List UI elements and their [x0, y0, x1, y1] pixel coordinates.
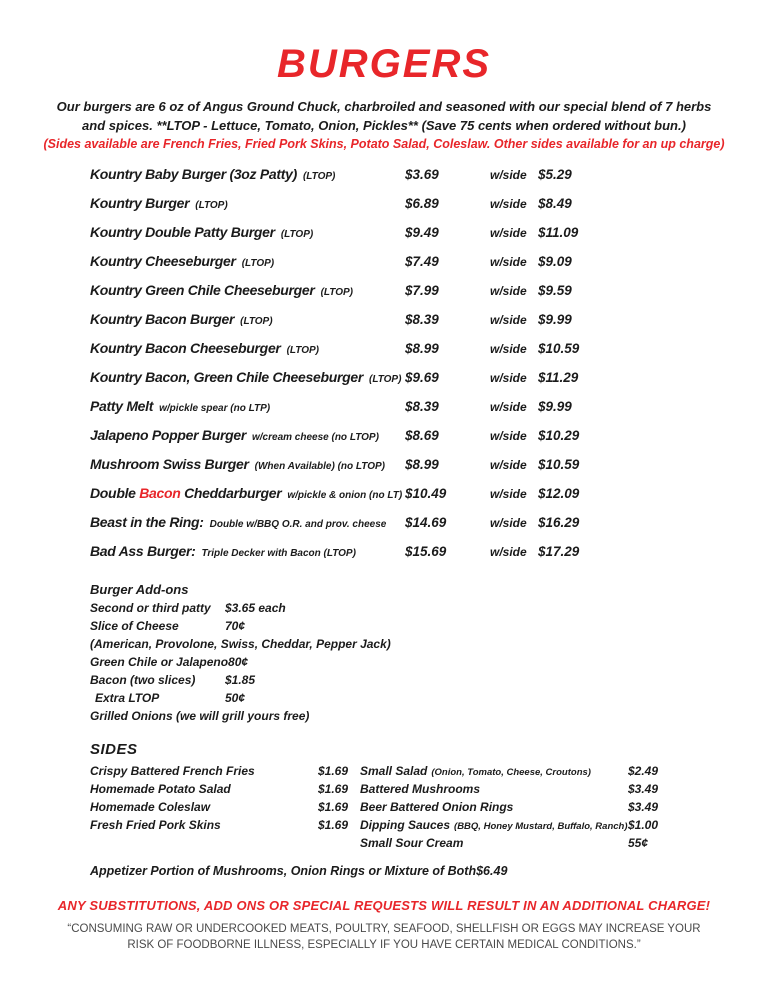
sides-availability-note: (Sides available are French Fries, Fried Pork Skins, Potato Salad, Coleslaw. Other sides available for an up charge)	[43, 137, 725, 151]
burger-price: $8.69	[405, 428, 439, 443]
burger-note: w/cream cheese (no LTOP)	[252, 432, 379, 443]
sides-right-column	[360, 764, 708, 854]
wside-label: w/side	[490, 168, 527, 182]
addon-row	[90, 637, 768, 655]
side-label	[360, 764, 628, 778]
disclaimer-line-1: “CONSUMING RAW OR UNDERCOOKED MEATS, POULTRY, SEAFOOD, SHELLFISH OR EGGS MAY INCREASE YOUR	[67, 923, 701, 935]
appetizer-row	[0, 864, 768, 878]
side-price: 55¢	[628, 836, 649, 850]
burger-note: (LTOP)	[280, 229, 314, 240]
burger-name	[90, 485, 405, 503]
wside-label: w/side	[490, 284, 527, 298]
burger-price: $8.39	[405, 312, 439, 327]
addon-label: (American, Provolone, Swiss, Cheddar, Pepper Jack)	[90, 637, 391, 651]
addon-row	[90, 673, 768, 691]
burger-name	[90, 514, 405, 532]
burger-name	[90, 427, 405, 445]
burger-price: $8.99	[405, 341, 439, 356]
burger-name-text: Kountry Bacon, Green Chile Cheeseburger	[90, 369, 364, 385]
burger-name-text: Bad Ass Burger:	[90, 543, 196, 559]
side-row	[360, 800, 708, 818]
burger-side-price: $11.29	[538, 370, 579, 385]
side-price: $1.69	[318, 818, 349, 832]
burger-name-text: Double	[90, 485, 140, 501]
intro-block	[0, 97, 768, 154]
burger-price: $9.69	[405, 370, 439, 385]
addon-row	[90, 601, 768, 619]
burger-note: (LTOP)	[320, 287, 353, 298]
side-row	[90, 800, 360, 818]
side-price: $3.49	[628, 782, 659, 796]
burger-name-text: Kountry Green Chile Cheeseburger	[90, 282, 315, 298]
side-label	[360, 818, 628, 832]
wside-label: w/side	[490, 371, 527, 385]
side-label	[360, 782, 628, 796]
burger-side-price: $9.59	[538, 283, 572, 298]
appetizer-label: Appetizer Portion of Mushrooms, Onion Rings or Mixture of Both	[90, 864, 477, 878]
burger-name-text: Mushroom Swiss Burger	[90, 456, 249, 472]
side-note: (Onion, Tomato, Cheese, Croutons)	[431, 767, 591, 778]
burger-note: (When Available) (no LTOP)	[254, 461, 385, 472]
burger-price: $3.69	[405, 167, 439, 182]
side-price: $3.49	[628, 800, 659, 814]
burger-note: (LTOP)	[302, 171, 336, 182]
burger-row	[90, 485, 708, 514]
addon-label: Slice of Cheese	[90, 619, 179, 633]
burger-note: (LTOP)	[195, 200, 228, 211]
addon-price: 80¢	[228, 655, 249, 669]
burger-name-text: Beast in the Ring:	[90, 514, 204, 530]
health-disclaimer	[0, 921, 768, 953]
burger-price: $14.69	[405, 515, 447, 530]
sides-left-column	[90, 764, 360, 854]
sides-section	[0, 741, 768, 854]
burger-price: $7.49	[405, 254, 439, 269]
addon-row	[90, 619, 768, 637]
burger-name-text: Patty Melt	[90, 398, 154, 414]
burger-list	[0, 166, 768, 572]
burger-side-price: $9.99	[538, 312, 572, 327]
burger-price: $9.49	[405, 225, 439, 240]
side-row	[360, 818, 708, 836]
burger-name	[90, 282, 405, 300]
burger-price: $6.89	[405, 196, 439, 211]
burger-side-price: $5.29	[538, 167, 572, 182]
side-label	[360, 836, 628, 850]
burger-name	[90, 340, 405, 358]
wside-label: w/side	[490, 197, 527, 211]
side-label	[360, 800, 628, 814]
wside-label: w/side	[490, 313, 527, 327]
burger-price: $8.39	[405, 399, 439, 414]
burger-row	[90, 224, 708, 253]
addon-row	[90, 655, 768, 673]
burger-price: $10.49	[405, 486, 447, 501]
side-label: Homemade Coleslaw	[90, 800, 211, 814]
burger-side-price: $10.29	[538, 428, 580, 443]
side-label: Crispy Battered French Fries	[90, 764, 255, 778]
side-label-text: Beer Battered Onion Rings	[360, 800, 514, 814]
side-row	[360, 782, 708, 800]
burger-row	[90, 253, 708, 282]
burger-note: (LTOP)	[241, 258, 275, 269]
addons-section	[0, 582, 768, 727]
burger-row	[90, 340, 708, 369]
addon-label: Bacon (two slices)	[90, 673, 196, 687]
page-title: BURGERS	[276, 42, 492, 86]
addon-row	[90, 691, 768, 709]
burger-name-text-2: Cheddarburger	[180, 485, 282, 501]
wside-label: w/side	[490, 342, 527, 356]
addon-row	[90, 709, 768, 727]
addon-price: 50¢	[225, 691, 246, 705]
burger-side-price: $17.29	[538, 544, 580, 559]
burger-name-text: Kountry Cheeseburger	[90, 253, 236, 269]
side-row	[90, 764, 360, 782]
burger-row	[90, 543, 708, 572]
addon-label: Second or third patty	[90, 601, 211, 615]
burger-name	[90, 311, 405, 329]
addon-label: Grilled Onions (we will grill yours free)	[90, 709, 310, 723]
burger-name	[90, 543, 405, 561]
disclaimer-line-2: RISK OF FOODBORNE ILLNESS, ESPECIALLY IF YOU HAVE CERTAIN MEDICAL CONDITIONS.”	[127, 939, 641, 951]
sides-columns	[90, 764, 768, 854]
burger-side-price: $16.29	[538, 515, 580, 530]
burger-side-price: $9.09	[538, 254, 572, 269]
burger-side-price: $9.99	[538, 399, 572, 414]
wside-label: w/side	[490, 429, 527, 443]
intro-line-1: Our burgers are 6 oz of Angus Ground Chuck, charbroiled and seasoned with our special blend of 7 herbs	[56, 99, 712, 114]
wside-label: w/side	[490, 545, 527, 559]
burger-row	[90, 456, 708, 485]
side-label-text: Battered Mushrooms	[360, 782, 481, 796]
burger-price: $7.99	[405, 283, 439, 298]
burger-name	[90, 369, 405, 387]
side-price: $1.69	[318, 800, 349, 814]
side-label-text: Dipping Sauces	[360, 818, 451, 832]
side-label-text: Small Sour Cream	[360, 836, 464, 850]
wside-label: w/side	[490, 487, 527, 501]
side-label: Homemade Potato Salad	[90, 782, 231, 796]
burger-note: (LTOP)	[240, 316, 273, 327]
burger-price: $15.69	[405, 544, 447, 559]
side-row	[360, 764, 708, 782]
burger-name	[90, 224, 405, 242]
wside-label: w/side	[490, 516, 527, 530]
side-label-text: Small Salad	[360, 764, 428, 778]
side-row	[360, 836, 708, 854]
wside-label: w/side	[490, 255, 527, 269]
side-price: $1.00	[628, 818, 659, 832]
sides-title: SIDES	[90, 741, 138, 758]
burger-name-red-text: Bacon	[139, 485, 181, 501]
addons-title: Burger Add-ons	[90, 582, 189, 597]
burger-note: w/pickle & onion (no LT)	[287, 490, 403, 501]
burger-price: $8.99	[405, 457, 439, 472]
addon-label: Extra LTOP	[95, 691, 160, 705]
burger-name-text: Jalapeno Popper Burger	[90, 427, 246, 443]
burger-row	[90, 311, 708, 340]
burger-name-text: Kountry Double Patty Burger	[90, 224, 275, 240]
appetizer-price: $6.49	[476, 864, 508, 878]
burger-name-text: Kountry Bacon Cheeseburger	[90, 340, 281, 356]
addon-price: $3.65 each	[225, 601, 286, 615]
burger-row	[90, 369, 708, 398]
addon-price: 70¢	[225, 619, 246, 633]
burger-side-price: $8.49	[538, 196, 572, 211]
burger-row	[90, 514, 708, 543]
substitutions-warning: ANY SUBSTITUTIONS, ADD ONS OR SPECIAL REQUESTS WILL RESULT IN AN ADDITIONAL CHARGE!	[57, 898, 711, 913]
burger-note: Double w/BBQ O.R. and prov. cheese	[209, 519, 387, 530]
burger-name	[90, 398, 405, 416]
burger-name	[90, 166, 405, 184]
burger-name	[90, 195, 405, 213]
wside-label: w/side	[490, 226, 527, 240]
burger-side-price: $10.59	[538, 457, 580, 472]
burger-side-price: $10.59	[538, 341, 580, 356]
burger-row	[90, 427, 708, 456]
burger-note: Triple Decker with Bacon (LTOP)	[201, 548, 356, 559]
burger-row	[90, 166, 708, 195]
burger-note: (LTOP)	[369, 374, 402, 385]
burger-name-text: Kountry Burger	[90, 195, 190, 211]
burger-row	[90, 398, 708, 427]
burger-row	[90, 195, 708, 224]
burger-name	[90, 456, 405, 474]
addon-label: Green Chile or Jalapeno	[90, 655, 229, 669]
side-price: $1.69	[318, 782, 349, 796]
burger-side-price: $12.09	[538, 486, 580, 501]
burger-row	[90, 282, 708, 311]
side-label: Fresh Fried Pork Skins	[90, 818, 221, 832]
burger-note: (LTOP)	[286, 345, 319, 356]
burger-side-price: $11.09	[538, 225, 579, 240]
side-row	[90, 818, 360, 836]
burger-name-text: Kountry Bacon Burger	[90, 311, 235, 327]
side-price: $1.69	[318, 764, 349, 778]
burger-name	[90, 253, 405, 271]
addon-price: $1.85	[225, 673, 256, 687]
wside-label: w/side	[490, 458, 527, 472]
side-row	[90, 782, 360, 800]
wside-label: w/side	[490, 400, 527, 414]
intro-line-2: and spices. **LTOP - Lettuce, Tomato, Onion, Pickles** (Save 75 cents when ordered without bun.)	[82, 118, 686, 133]
side-price: $2.49	[628, 764, 659, 778]
burger-note: w/pickle spear (no LTP)	[159, 403, 271, 414]
side-note: (BBQ, Honey Mustard, Buffalo, Ranch)	[454, 821, 628, 832]
burger-name-text: Kountry Baby Burger (3oz Patty)	[90, 166, 297, 182]
